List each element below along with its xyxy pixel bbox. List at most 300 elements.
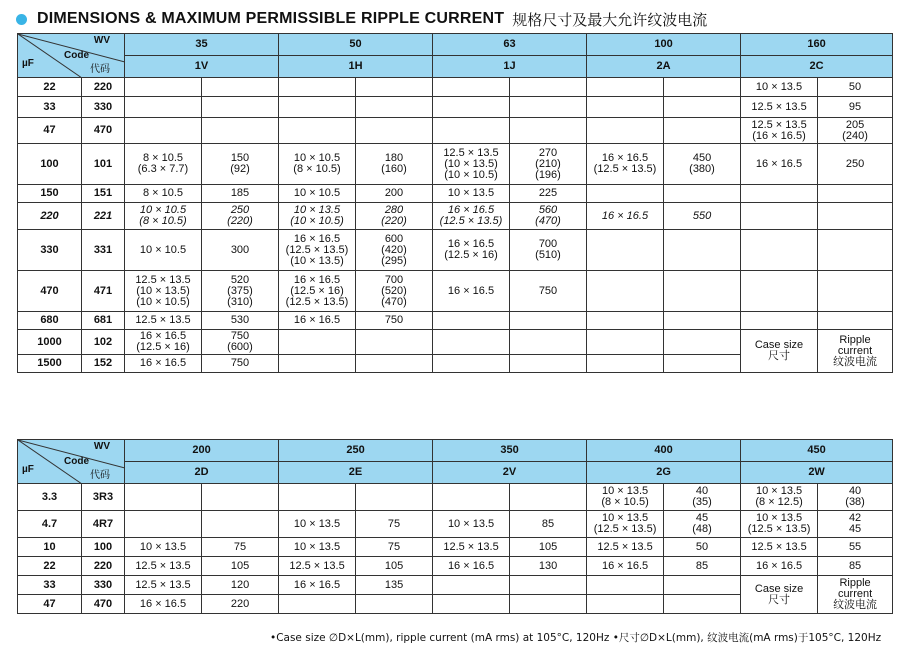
ripple-current-cell (356, 230, 433, 271)
cell-value: 550 (692, 209, 712, 222)
case-size-cell (587, 355, 664, 373)
ripple-current-cell (356, 144, 433, 185)
case-size-cell (587, 511, 664, 538)
bullet-icon (16, 14, 27, 25)
code-cell: 102 (82, 330, 125, 355)
ripple-current-cell (510, 538, 587, 557)
cell-value: 16 × 16.5 (755, 559, 803, 572)
ripple-current-cell (664, 97, 741, 118)
cell-value: 180 (160) (381, 152, 407, 175)
case-size-cell (587, 557, 664, 576)
legend-ripple-current (818, 330, 893, 373)
cell-value: 12.5 × 13.5 (135, 314, 191, 326)
cell-value: 16 × 16.5 (139, 357, 187, 369)
code-cell: 100 (82, 538, 125, 557)
voltage-code-header: 2W (741, 462, 893, 484)
uf-label: µF (22, 58, 34, 69)
case-size-cell (587, 78, 664, 97)
ripple-current-cell (202, 484, 279, 511)
case-size-cell (279, 557, 356, 576)
case-size-cell (125, 595, 202, 614)
cell-value: 10 × 13.5 (755, 80, 803, 93)
capacitance-cell: 4.7 (18, 511, 82, 538)
uf-label: µF (22, 464, 34, 475)
capacitance-cell: 330 (18, 230, 82, 271)
case-size-cell (125, 484, 202, 511)
cell-value: 12.5 × 13.5 (10 × 13.5) (10 × 10.5) (135, 273, 191, 308)
ripple-current-cell (202, 185, 279, 203)
ripple-current-cell (202, 203, 279, 230)
cell-value: 75 (387, 517, 401, 530)
case-size-cell (125, 78, 202, 97)
table-corner-header (18, 440, 125, 484)
cell-value: 220 (230, 597, 250, 610)
voltage-header: 400 (587, 440, 741, 462)
cell-value: 75 (233, 540, 247, 553)
case-size-cell (125, 185, 202, 203)
cell-value: 10 × 13.5 (139, 540, 187, 553)
cell-value: 16 × 16.5 (12.5 × 16) (444, 238, 498, 261)
case-size-cell (279, 595, 356, 614)
cell-value: 12.5 × 13.5 (751, 100, 807, 113)
ripple-current-cell (510, 78, 587, 97)
cell-value: 40 (35) (692, 485, 712, 508)
ripple-current-cell (818, 185, 893, 203)
cell-value: 300 (230, 243, 250, 256)
code-label: Code (64, 456, 89, 467)
capacitance-cell: 470 (18, 271, 82, 312)
capacitance-cell: 22 (18, 78, 82, 97)
case-size-cell (279, 97, 356, 118)
ripple-current-cell (664, 538, 741, 557)
code-cell: 471 (82, 271, 125, 312)
cell-value: 75 (387, 540, 401, 553)
case-size-cell (741, 557, 818, 576)
code-cell: 220 (82, 78, 125, 97)
ripple-current-cell (356, 538, 433, 557)
code-cell: 330 (82, 576, 125, 595)
table-row (18, 185, 893, 203)
voltage-code-header: 2D (125, 462, 279, 484)
table-row (18, 97, 893, 118)
ripple-current-cell (356, 312, 433, 330)
ripple-current-cell (818, 144, 893, 185)
table-row (18, 576, 893, 595)
case-size-cell (125, 118, 202, 144)
cell-value: 10 × 10.5 (293, 187, 341, 199)
legend-case-size (741, 576, 818, 614)
ripple-current-cell (510, 511, 587, 538)
case-size-cell (587, 185, 664, 203)
case-size-cell (279, 230, 356, 271)
ripple-current-cell (356, 203, 433, 230)
cell-value: 280 (220) (381, 204, 407, 227)
code-cell: 4R7 (82, 511, 125, 538)
ripple-current-cell (356, 97, 433, 118)
cell-value: 270 (210) (196) (535, 146, 561, 181)
cell-value: 12.5 × 13.5 (135, 578, 191, 591)
cell-value: 750 (538, 284, 558, 297)
cell-value: 50 (848, 80, 862, 93)
legend-ripple-text: Ripple current 纹波电流 (833, 577, 878, 611)
case-size-cell (741, 78, 818, 97)
cell-value: 50 (695, 540, 709, 553)
ripple-current-cell (510, 271, 587, 312)
cell-value: 16 × 16.5 (601, 209, 649, 222)
cell-value: 12.5 × 13.5 (597, 540, 653, 553)
ripple-current-cell (510, 118, 587, 144)
table-row (18, 203, 893, 230)
voltage-header: 200 (125, 440, 279, 462)
voltage-header: 63 (433, 34, 587, 56)
wv-label: WV (93, 441, 110, 452)
cell-value: 150 (92) (230, 152, 250, 175)
ripple-current-cell (202, 595, 279, 614)
ripple-current-cell (664, 312, 741, 330)
table-row (18, 78, 893, 97)
case-size-cell (433, 203, 510, 230)
ripple-current-cell (356, 271, 433, 312)
case-size-cell (587, 484, 664, 511)
table-row (18, 271, 893, 312)
cell-value: 95 (848, 100, 862, 113)
ripple-current-cell (202, 576, 279, 595)
ripple-current-cell (510, 576, 587, 595)
case-size-cell (741, 312, 818, 330)
case-size-cell (433, 97, 510, 118)
code-cell: 152 (82, 355, 125, 373)
table-row (18, 330, 893, 355)
table-row (18, 557, 893, 576)
ripple-current-cell (202, 144, 279, 185)
cell-value: 16 × 16.5 (12.5 × 16) (12.5 × 13.5) (285, 273, 349, 308)
ripple-current-cell (356, 78, 433, 97)
case-size-cell (279, 118, 356, 144)
case-size-cell (433, 330, 510, 355)
case-size-cell (433, 538, 510, 557)
capacitance-cell: 22 (18, 557, 82, 576)
voltage-header: 35 (125, 34, 279, 56)
cell-value: 750 (230, 357, 250, 369)
cell-value: 16 × 16.5 (12.5 × 13.5) (593, 152, 657, 175)
ripple-current-cell (510, 595, 587, 614)
ripple-current-cell (818, 78, 893, 97)
case-size-cell (587, 97, 664, 118)
cell-value: 700 (510) (535, 238, 561, 261)
legend-case-text: Case size 尺寸 (754, 582, 804, 606)
cell-value: 45 (48) (692, 512, 712, 535)
case-size-cell (125, 330, 202, 355)
cell-value: 16 × 16.5 (755, 157, 803, 170)
ripple-current-cell (356, 185, 433, 203)
case-size-cell (125, 355, 202, 373)
code-cell: 151 (82, 185, 125, 203)
ripple-current-cell (664, 203, 741, 230)
capacitance-cell: 33 (18, 97, 82, 118)
cell-value: 530 (230, 314, 250, 326)
cell-value: 10 × 13.5 (12.5 × 13.5) (593, 512, 657, 535)
cell-value: 10 × 13.5 (10 × 10.5) (290, 204, 344, 227)
voltage-header: 350 (433, 440, 587, 462)
ripple-current-cell (818, 203, 893, 230)
ripple-table-low-voltage (17, 33, 893, 373)
code-cell: 330 (82, 97, 125, 118)
cell-value: 225 (538, 187, 558, 199)
ripple-current-cell (202, 118, 279, 144)
cell-value: 135 (384, 578, 404, 591)
case-size-cell (587, 203, 664, 230)
ripple-current-cell (356, 118, 433, 144)
case-size-cell (433, 355, 510, 373)
case-size-cell (125, 203, 202, 230)
ripple-current-cell (202, 312, 279, 330)
ripple-current-cell (664, 78, 741, 97)
ripple-current-cell (202, 271, 279, 312)
case-size-cell (741, 97, 818, 118)
ripple-current-cell (664, 185, 741, 203)
cell-value: 85 (541, 517, 555, 530)
cell-value: 185 (230, 187, 250, 199)
cell-value: 105 (538, 540, 558, 553)
case-size-cell (741, 203, 818, 230)
case-size-cell (279, 330, 356, 355)
cell-value: 16 × 16.5 (447, 559, 495, 572)
ripple-current-cell (202, 538, 279, 557)
voltage-code-header: 1V (125, 56, 279, 78)
voltage-code-header: 1H (279, 56, 433, 78)
ripple-current-cell (510, 185, 587, 203)
ripple-current-cell (664, 144, 741, 185)
case-size-cell (279, 185, 356, 203)
code-cell: 681 (82, 312, 125, 330)
cell-value: 120 (230, 578, 250, 591)
case-size-cell (125, 144, 202, 185)
ripple-current-cell (818, 484, 893, 511)
title-chinese: 规格尺寸及最大允许纹波电流 (512, 10, 708, 29)
case-size-cell (279, 203, 356, 230)
cell-value: 450 (380) (689, 152, 715, 175)
cell-value: 12.5 × 13.5 (751, 540, 807, 553)
table-row (18, 538, 893, 557)
cell-value: 8 × 10.5 (6.3 × 7.7) (137, 152, 189, 175)
ripple-current-cell (510, 557, 587, 576)
case-size-cell (741, 185, 818, 203)
ripple-current-cell (664, 330, 741, 355)
cell-value: 12.5 × 13.5 (289, 559, 345, 572)
voltage-header: 160 (741, 34, 893, 56)
ripple-table-high-voltage (17, 439, 893, 614)
case-size-cell (741, 144, 818, 185)
cell-value: 10 × 10.5 (8 × 10.5) (293, 152, 341, 175)
case-size-cell (125, 557, 202, 576)
ripple-current-cell (818, 557, 893, 576)
case-size-cell (279, 576, 356, 595)
case-size-cell (741, 484, 818, 511)
table-corner-header (18, 34, 125, 78)
cell-value: 10 × 13.5 (293, 540, 341, 553)
cell-value: 250 (220) (227, 204, 253, 227)
case-size-cell (433, 557, 510, 576)
cell-value: 16 × 16.5 (601, 559, 649, 572)
ripple-current-cell (664, 271, 741, 312)
legend-case-text: Case size 尺寸 (754, 339, 804, 362)
code-cell: 221 (82, 203, 125, 230)
ripple-current-cell (664, 355, 741, 373)
capacitance-cell: 100 (18, 144, 82, 185)
ripple-current-cell (356, 355, 433, 373)
ripple-current-cell (664, 557, 741, 576)
ripple-current-cell (356, 595, 433, 614)
capacitance-cell: 33 (18, 576, 82, 595)
voltage-header: 100 (587, 34, 741, 56)
case-size-cell (125, 511, 202, 538)
ripple-current-cell (202, 78, 279, 97)
case-size-cell (433, 312, 510, 330)
cell-value: 10 × 10.5 (139, 243, 187, 256)
case-size-cell (433, 576, 510, 595)
case-size-cell (587, 230, 664, 271)
case-size-cell (433, 78, 510, 97)
cell-value: 12.5 × 13.5 (135, 559, 191, 572)
ripple-current-cell (202, 557, 279, 576)
cell-value: 16 × 16.5 (293, 578, 341, 591)
cell-value: 12.5 × 13.5 (443, 540, 499, 553)
code-cn-label: 代码 (90, 470, 110, 481)
ripple-current-cell (356, 484, 433, 511)
cell-value: 16 × 16.5 (139, 597, 187, 610)
table-row (18, 118, 893, 144)
cell-value: 130 (538, 559, 558, 572)
case-size-cell (125, 271, 202, 312)
ripple-current-cell (356, 576, 433, 595)
ripple-current-cell (510, 230, 587, 271)
case-size-cell (279, 511, 356, 538)
wv-label: WV (93, 35, 110, 46)
capacitance-cell: 1500 (18, 355, 82, 373)
ripple-current-cell (818, 97, 893, 118)
case-size-cell (279, 271, 356, 312)
ripple-current-cell (202, 97, 279, 118)
legend-ripple-current (818, 576, 893, 614)
cell-value: 750 (384, 314, 404, 326)
capacitance-cell: 3.3 (18, 484, 82, 511)
cell-value: 10 × 10.5 (8 × 10.5) (139, 204, 187, 227)
ripple-current-cell (818, 538, 893, 557)
ripple-current-cell (202, 330, 279, 355)
case-size-cell (125, 576, 202, 595)
code-cn-label: 代码 (90, 64, 110, 75)
ripple-current-cell (664, 484, 741, 511)
footnote: •Case size ∅D×L(mm), ripple current (mA rms) at 105°C, 120Hz •尺寸∅D×L(mm), 纹波电流(mA rms)于105°C, 120Hz (270, 632, 882, 644)
capacitance-cell: 680 (18, 312, 82, 330)
case-size-cell (125, 312, 202, 330)
capacitance-cell: 150 (18, 185, 82, 203)
cell-value: 10 × 13.5 (293, 517, 341, 530)
cell-value: 10 × 13.5 (447, 517, 495, 530)
cell-value: 16 × 16.5 (12.5 × 16) (136, 330, 190, 353)
case-size-cell (433, 271, 510, 312)
case-size-cell (125, 538, 202, 557)
case-size-cell (433, 144, 510, 185)
cell-value: 42 45 (848, 512, 862, 535)
cell-value: 600 (420) (295) (381, 232, 407, 267)
table-row (18, 484, 893, 511)
code-cell: 470 (82, 595, 125, 614)
case-size-cell (587, 538, 664, 557)
ripple-current-cell (510, 330, 587, 355)
cell-value: 10 × 13.5 (8 × 12.5) (755, 485, 803, 508)
ripple-current-cell (510, 203, 587, 230)
cell-value: 85 (848, 559, 862, 572)
ripple-current-cell (664, 230, 741, 271)
case-size-cell (279, 484, 356, 511)
ripple-current-cell (356, 557, 433, 576)
case-size-cell (433, 595, 510, 614)
case-size-cell (587, 312, 664, 330)
cell-value: 520 (375) (310) (227, 273, 253, 308)
table-row (18, 144, 893, 185)
case-size-cell (433, 185, 510, 203)
ripple-current-cell (510, 355, 587, 373)
code-cell: 470 (82, 118, 125, 144)
ripple-current-cell (664, 118, 741, 144)
case-size-cell (587, 271, 664, 312)
voltage-code-header: 2C (741, 56, 893, 78)
case-size-cell (587, 576, 664, 595)
cell-value: 12.5 × 13.5 (10 × 13.5) (10 × 10.5) (443, 146, 499, 181)
capacitance-cell: 47 (18, 118, 82, 144)
case-size-cell (279, 144, 356, 185)
legend-case-size (741, 330, 818, 373)
cell-value: 16 × 16.5 (447, 284, 495, 297)
cell-value: 85 (695, 559, 709, 572)
case-size-cell (125, 97, 202, 118)
capacitance-cell: 10 (18, 538, 82, 557)
cell-value: 16 × 16.5 (12.5 × 13.5) (10 × 13.5) (285, 232, 349, 267)
code-cell: 101 (82, 144, 125, 185)
voltage-code-header: 2V (433, 462, 587, 484)
code-cell: 331 (82, 230, 125, 271)
table-row (18, 511, 893, 538)
capacitance-cell: 47 (18, 595, 82, 614)
cell-value: 10 × 13.5 (447, 187, 495, 199)
code-label: Code (64, 50, 89, 61)
case-size-cell (587, 595, 664, 614)
ripple-current-cell (510, 97, 587, 118)
case-size-cell (741, 271, 818, 312)
cell-value: 105 (230, 559, 250, 572)
cell-value: 16 × 16.5 (12.5 × 13.5) (439, 204, 503, 227)
capacitance-cell: 220 (18, 203, 82, 230)
case-size-cell (279, 355, 356, 373)
case-size-cell (587, 330, 664, 355)
table-row (18, 312, 893, 330)
case-size-cell (433, 118, 510, 144)
ripple-current-cell (818, 230, 893, 271)
ripple-current-cell (818, 312, 893, 330)
section-title (12, 8, 707, 30)
cell-value: 16 × 16.5 (293, 314, 341, 326)
case-size-cell (587, 144, 664, 185)
cell-value: 700 (520) (470) (381, 273, 407, 308)
voltage-header: 250 (279, 440, 433, 462)
case-size-cell (587, 118, 664, 144)
case-size-cell (433, 230, 510, 271)
cell-value: 250 (845, 157, 865, 170)
ripple-current-cell (664, 576, 741, 595)
case-size-cell (279, 538, 356, 557)
cell-value: 105 (384, 559, 404, 572)
